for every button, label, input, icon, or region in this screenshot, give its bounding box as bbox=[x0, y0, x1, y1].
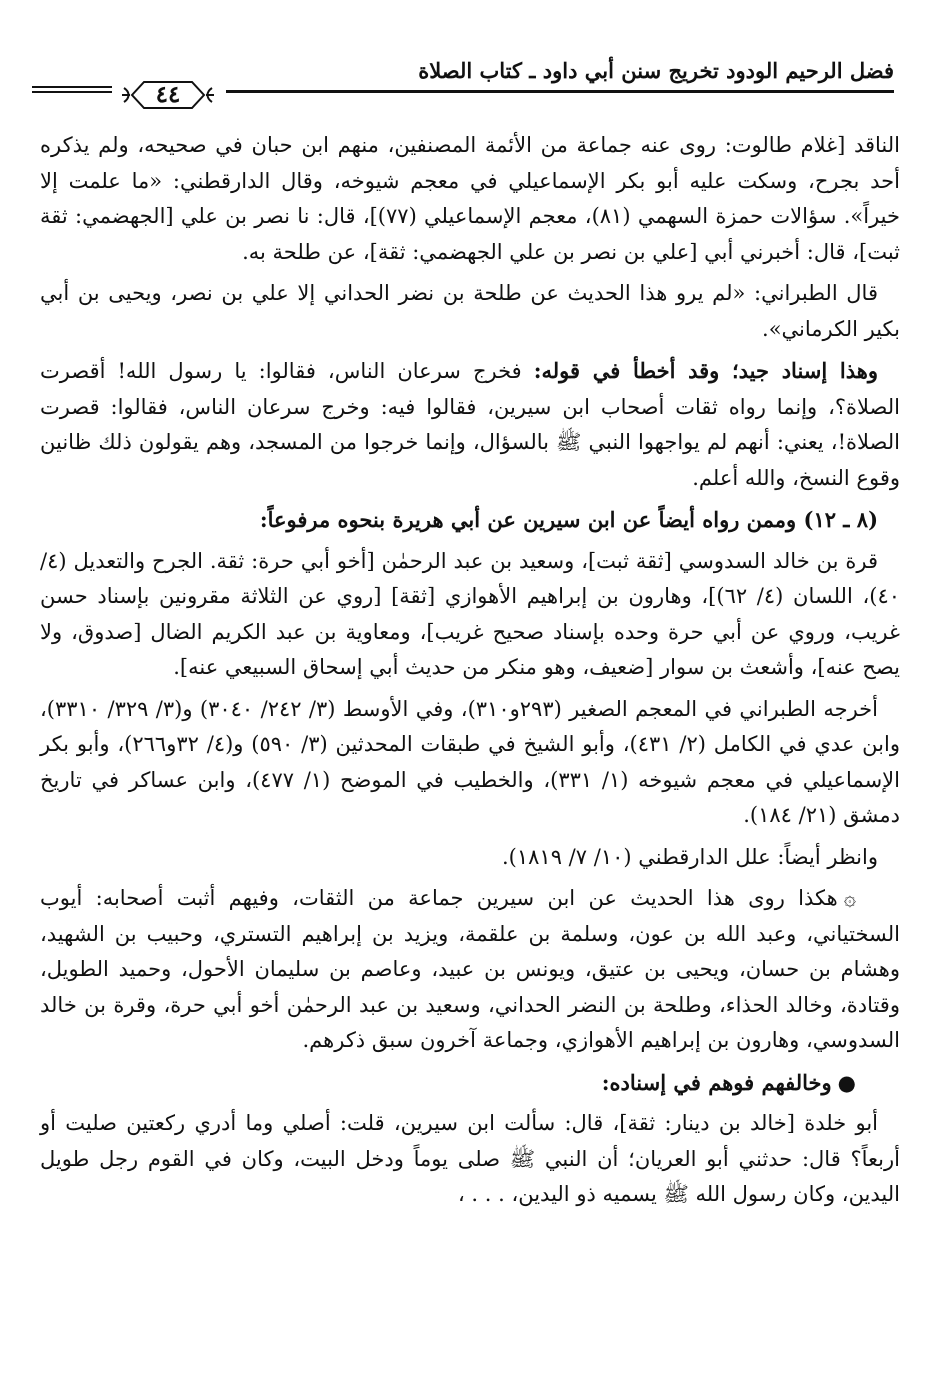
running-title: فضل الرحيم الودود تخريج سنن أبي داود ـ كتاب الصلاة bbox=[418, 58, 894, 83]
header-rule bbox=[226, 90, 894, 93]
paragraph-10: أبو خلدة [خالد بن دينار: ثقة]، قال: سألت ابن سيرين، قلت: أصلي وما أدري ركعتين صليت أو أربعاً؟ قال: حدثني أبو العريان؛ أن النبي ﷺ صلى يوماً ودخل البيت، وكان في القوم رجل طويل اليدين، وكان رسول الله ﷺ يسميه ذو اليدين، . . . ، bbox=[40, 1111, 900, 1206]
paragraph-8 bbox=[40, 881, 900, 1059]
page-body bbox=[40, 128, 900, 1219]
paragraph-2: قال الطبراني: «لم يرو هذا الحديث عن طلحة بن نضر الحداني إلا علي بن نصر، ويحيى بن أبي بكير الكرماني». bbox=[40, 281, 900, 341]
paragraph-8-body: هكذا روى هذا الحديث عن ابن سيرين جماعة من الثقات، وفيهم أثبت أصحابه: أيوب السختياني، وعبد الله بن عون، وسلمة بن علقمة، ويزيد بن إبراهيم التستري، وحبيب بن الشهيد، وهشام بن حسان، ويحيى بن عتيق، ويونس بن عبيد، وعاصم بن سليمان الأحول، وحميد الطويل، وقتادة، وخالد الحذاء، وطلحة بن النضر الحداني، وسعيد بن عبد الرحمٰن أخو أبي حرة، وقرة بن خالد السدوسي، وهارون بن إبراهيم الأهوازي، وجماعة آخرون سبق ذكرهم. bbox=[40, 886, 900, 1052]
left-rule bbox=[32, 86, 112, 98]
paragraph-9-body: وخالفهم فوهم في إسناده: bbox=[601, 1069, 832, 1095]
paragraph-3-lead: وهذا إسناد جيد؛ وقد أخطأ في قوله: bbox=[533, 358, 878, 383]
paragraph-3 bbox=[40, 353, 900, 496]
paragraph-1: الناقد [غلام طالوت: روى عنه جماعة من الأئمة المصنفين، منهم ابن حبان في صحيحه، ولم يذكره أحد بجرح، وسكت عليه أبو بكر الإسماعيلي في معجم شيوخه، وقال الدارقطني: «ما علمت إلا خيراً». سؤالات حمزة السهمي (٨١)، معجم الإسماعيلي (٧٧)]، قال: نا نصر بن علي [الجهضمي: ثقة ثبت]، قال: أخبرني أبي [علي بن نصر بن علي الجهضمي: ثقة]، عن طلحة به. bbox=[40, 133, 900, 264]
page-number-frame bbox=[118, 78, 218, 112]
paragraph-7: وانظر أيضاً: علل الدارقطني (١٠/ ٧/ ١٨١٩). bbox=[502, 844, 878, 869]
paragraph-3-body: فخرج سرعان الناس، فقالوا: يا رسول الله! أقصرت الصلاة؟، وإنما رواه ثقات أصحاب ابن سيرين، فقالوا فيه: وخرج سرعان الناس، فقالوا: قصرت الصلاة!، يعني: أنهم لم يواجهوا النبي ﷺ بالسؤال، وإنما خرجوا من المسجد، وهم يقولون ذلك ظانين وقوع النسخ، والله أعلم. bbox=[40, 359, 900, 490]
section-heading: (٨ ـ ١٢) وممن رواه أيضاً عن ابن سيرين عن أبي هريرة بنحوه مرفوعاً: bbox=[259, 507, 878, 532]
paragraph-5: قرة بن خالد السدوسي [ثقة ثبت]، وسعيد بن عبد الرحمٰن [أخو أبي حرة: ثقة. الجرح والتعديل (٤/ ٤٠)، اللسان (٤/ ٦٢)]، وهارون بن إبراهيم الأهوازي [ثقة] [روي عن الثلاثة مقرونين بإسناد حسن غريب، وروي عن أبي حرة وحده بإسناد صحيح غريب]، ومعاوية بن عبد الكريم الضال [صدوق، ولا يصح عنه]، وأشعث بن سوار [ضعيف، وهو منكر من حديث أبي إسحاق السبيعي عنه]. bbox=[40, 548, 900, 679]
paragraph-9 bbox=[40, 1065, 900, 1101]
page-header bbox=[18, 52, 894, 132]
paragraph-6: أخرجه الطبراني في المعجم الصغير (٢٩٣و٣١٠)، وفي الأوسط (٣/ ٢٤٢/ ٣٠٤٠) و(٣/ ٣٢٩/ ٣٣١٠)، وابن عدي في الكامل (٢/ ٤٣١)، وأبو الشيخ في طبقات المحدثين (٣/ ٥٩٠) و(٤/ ٣٢و٢٦٦)، وأبو بكر الإسماعيلي في معجم شيوخه (١/ ٣٣١)، والخطيب في الموضح (١/ ٤٧٧)، وابن عساكر في تاريخ دمشق (٢١/ ١٨٤). bbox=[40, 696, 900, 827]
page-number: ٤٤ bbox=[155, 81, 181, 108]
fleuron-icon: ۞ bbox=[843, 886, 856, 910]
bullet-icon: ● bbox=[837, 1069, 856, 1095]
